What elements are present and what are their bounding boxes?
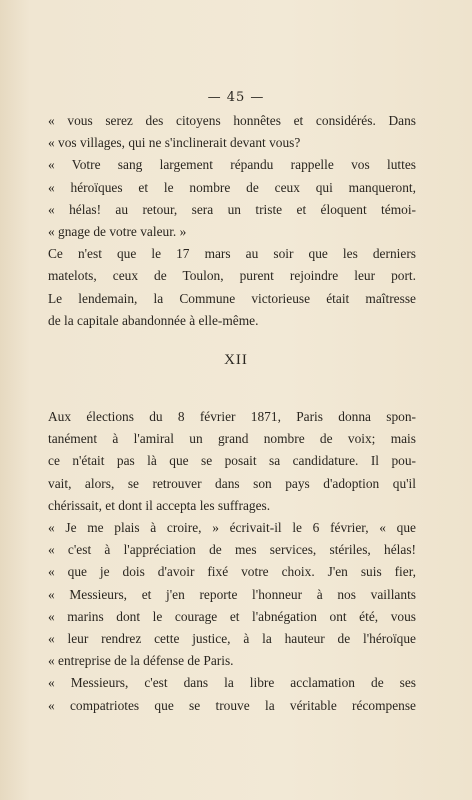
text-line: « c'est à l'appréciation de mes services, stériles, hélas! bbox=[48, 542, 416, 558]
text-line: « leur rendrez cette justice, à la hauteur de l'héroïque bbox=[48, 631, 416, 647]
text-line: ce n'était pas là que se posait sa candidature. Il pou- bbox=[48, 453, 416, 469]
text-line: « Votre sang largement répandu rappelle vos luttes bbox=[48, 157, 416, 173]
text-line: « vous serez des citoyens honnêtes et considérés. Dans bbox=[48, 113, 416, 128]
text-line: « Messieurs, c'est dans la libre acclamation de ses bbox=[48, 675, 416, 691]
text-line: « vos villages, qui ne s'inclinerait devant vous? bbox=[48, 135, 301, 151]
paragraph-block-bottom bbox=[48, 406, 416, 717]
text-line: tanément à l'amiral un grand nombre de voix; mais bbox=[48, 431, 416, 447]
text-line: « compatriotes que se trouve la véritable récompense bbox=[48, 697, 416, 713]
text-line: Aux élections du 8 février 1871, Paris donna spon- bbox=[48, 409, 416, 424]
text-line: matelots, ceux de Toulon, purent rejoindre leur port. bbox=[48, 268, 416, 284]
text-line: « hélas! au retour, sera un triste et éloquent témoi- bbox=[48, 201, 416, 217]
paragraph-block-top bbox=[48, 110, 416, 332]
text-line: « héroïques et le nombre de ceux qui manqueront, bbox=[48, 179, 416, 195]
text-line: « entreprise de la défense de Paris. bbox=[48, 653, 234, 669]
text-line: Le lendemain, la Commune victorieuse était maîtresse bbox=[48, 290, 416, 306]
text-line: vait, alors, se retrouver dans son pays d'adoption qu'il bbox=[48, 475, 416, 491]
text-line: Ce n'est que le 17 mars au soir que les derniers bbox=[48, 246, 416, 262]
text-line: de la capitale abandonnée à elle-même. bbox=[48, 312, 259, 328]
chapter-heading: XII bbox=[224, 352, 248, 368]
text-line: « que je dois d'avoir fixé votre choix. J'en suis fier, bbox=[48, 564, 416, 580]
text-line: « Je me plais à croire, » écrivait-il le 6 février, « que bbox=[48, 520, 416, 536]
text-line: chérissait, et dont il accepta les suffrages. bbox=[48, 497, 271, 513]
text-line: « Messieurs, et j'en reporte l'honneur à nos vaillants bbox=[48, 586, 416, 602]
text-line: « marins dont le courage et l'abnégation ont été, vous bbox=[48, 608, 416, 624]
page-number: — 45 — bbox=[207, 90, 265, 105]
text-line: « gnage de votre valeur. » bbox=[48, 224, 187, 240]
